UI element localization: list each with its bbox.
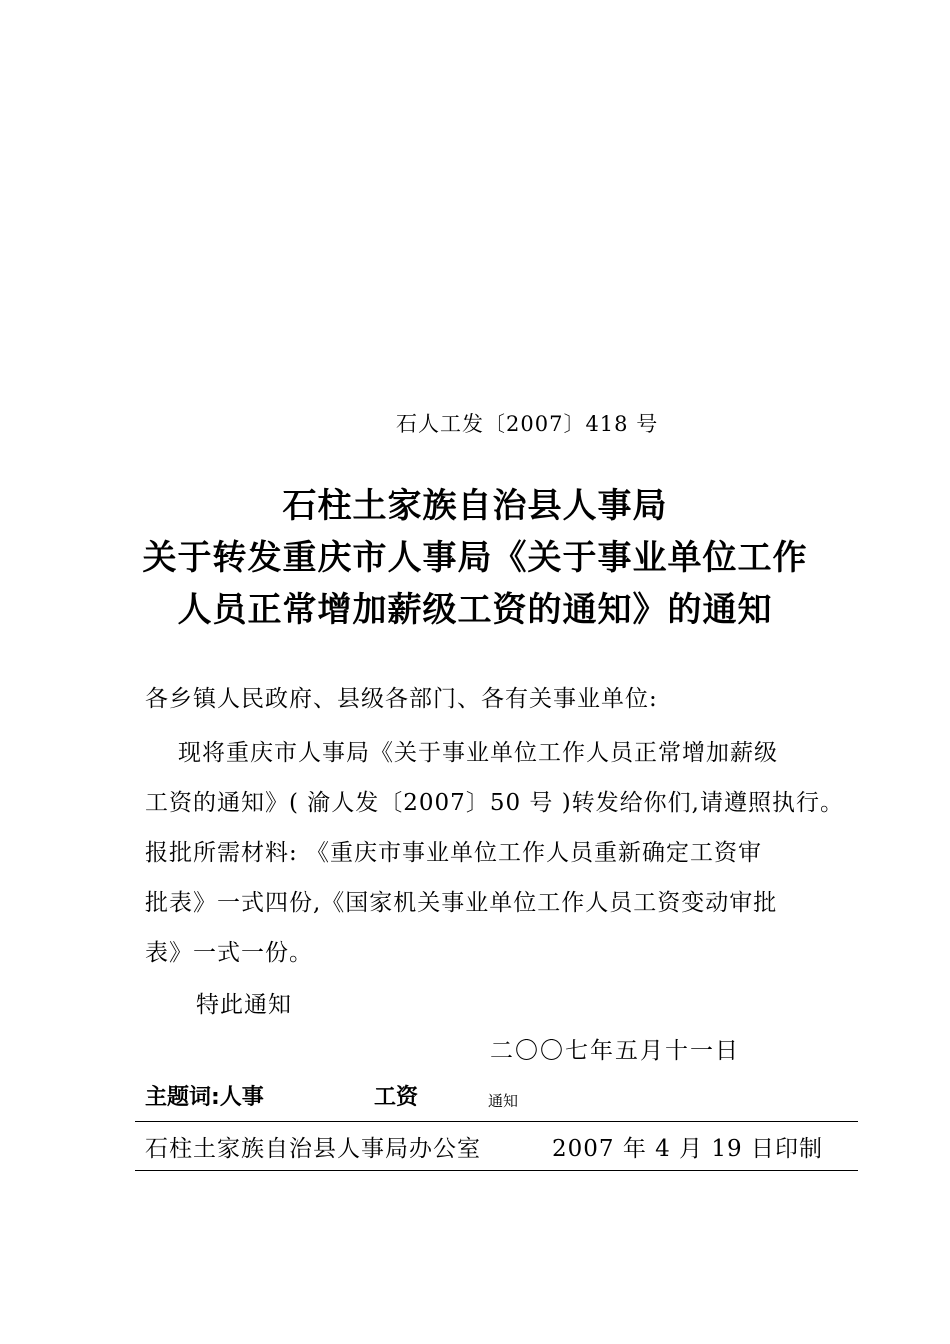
divider-top [135, 1121, 858, 1122]
body-paragraph-line-3: 报批所需材料: 《重庆市事业单位工作人员重新确定工资审 [145, 840, 763, 866]
closing-text: 特此通知 [196, 992, 292, 1018]
print-date: 2007 年 4 月 19 日印制 [552, 1136, 823, 1162]
body-paragraph-line-4: 批表》一式四份,《国家机关事业单位工作人员工资变动审批 [145, 890, 778, 916]
issue-date: 二〇〇七年五月十一日 [490, 1038, 740, 1064]
title-line-3: 人员正常增加薪级工资的通知》的通知 [177, 590, 773, 630]
keyword-salary: 工资 [374, 1085, 419, 1110]
title-line-1: 石柱土家族自治县人事局 [282, 486, 668, 526]
title-line-2: 关于转发重庆市人事局《关于事业单位工作 [142, 538, 808, 578]
body-paragraph-line-5: 表》一式一份。 [145, 940, 313, 966]
keywords-label: 主题词:人事 [145, 1085, 264, 1110]
addressee: 各乡镇人民政府、县级各部门、各有关事业单位: [145, 686, 658, 712]
body-paragraph-line-2: 工资的通知》( 渝人发〔2007〕50 号 )转发给你们,请遵照执行。 [145, 790, 844, 816]
divider-bottom [135, 1170, 858, 1171]
issuing-office: 石柱土家族自治县人事局办公室 [145, 1136, 481, 1162]
body-paragraph-line-1: 现将重庆市人事局《关于事业单位工作人员正常增加薪级 [178, 740, 778, 766]
document-number: 石人工发〔2007〕418 号 [396, 412, 659, 436]
keyword-notice: 通知 [488, 1092, 519, 1110]
